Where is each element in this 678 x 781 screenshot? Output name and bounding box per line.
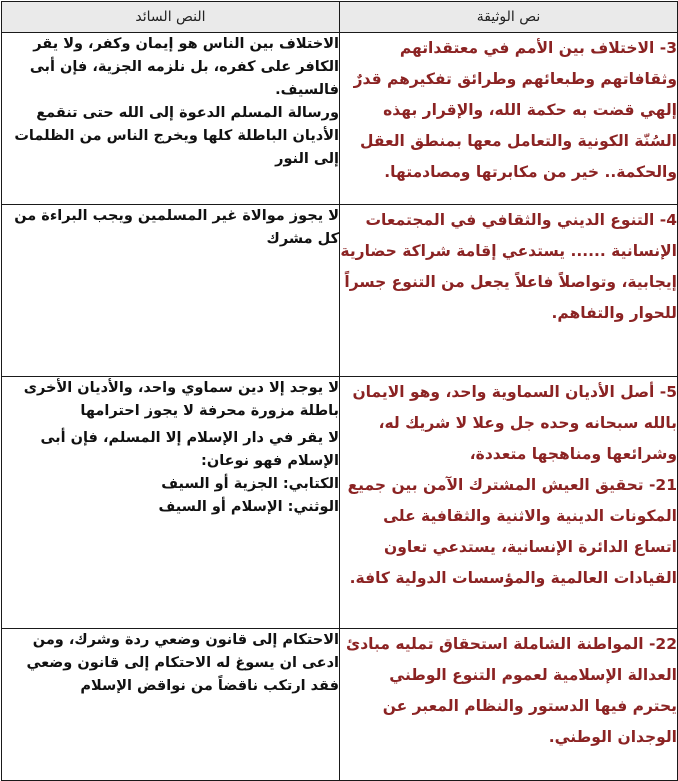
header-prevailing-text: النص السائد: [2, 2, 340, 33]
prevailing-paragraph: الكتابي: الجزية أو السيف: [161, 476, 339, 492]
prevailing-paragraph: الاختلاف بين الناس هو إيمان وكفر، ولا يقر الكافر على كفره، بل نلزمه الجزية، فإن أبى فالسيف.: [29, 36, 339, 98]
document-paragraph: 22- المواطنة الشاملة استحقاق تمليه مبادئ العدالة الإسلامية لعموم التنوع الوطني يحترم فيها الدستور والنظام المعبر عن الوجدان الوطني.: [346, 635, 677, 746]
table-row: [2, 629, 678, 781]
prevailing-paragraph: ورسالة المسلم الدعوة إلى الله حتى تنقمع الأديان الباطلة كلها ويخرج الناس من الظلمات إلى النور: [14, 105, 339, 167]
prevailing-cell: [2, 205, 340, 377]
document-paragraph: 3- الاختلاف بين الأمم في معتقداتهم وثقافاتهم وطبعائهم وطرائق تفكيرهم قدرٌ إلهي قضت به حكمة الله، والإقرار بهذه السُنّة الكونية والتعامل معها بمنطق العقل والحكمة.. خير من مكابرتها ومصادمتها.: [353, 39, 677, 181]
prevailing-paragraph: لا يجوز موالاة غير المسلمين ويجب البراءة من كل مشرك: [14, 208, 339, 247]
document-paragraph: 5- أصل الأديان السماوية واحد، وهو الايمان بالله سبحانه وحده جل وعلا لا شريك له، وشرائعها ومناهجها متعددة،: [352, 383, 677, 463]
document-paragraph: 4- التنوع الديني والثقافي في المجتمعات الإنسانية ...... يستدعي إقامة شراكة حضارية إيجابية، وتواصلاً فاعلاً يجعل من التنوع جسراً للحوار والتفاهم.: [340, 211, 677, 322]
prevailing-cell: [2, 33, 340, 205]
prevailing-paragraph: الوثني: الإسلام أو السيف: [158, 499, 339, 515]
document-cell: [340, 205, 678, 377]
header-document-text: نص الوثيقة: [340, 2, 678, 33]
document-cell: [340, 33, 678, 205]
prevailing-paragraph: الاحتكام إلى قانون وضعي ردة وشرك، ومن ادعى ان يسوغ له الاحتكام إلى قانون وضعي فقد ارتكب ناقضاً من نواقض الإسلام: [26, 632, 339, 694]
prevailing-paragraph: لا يقر في دار الإسلام إلا المسلم، فإن أبى الإسلام فهو نوعان:: [40, 430, 339, 469]
table-row: [2, 205, 678, 377]
comparison-table: [1, 1, 678, 781]
header-row: [2, 2, 678, 33]
prevailing-cell: [2, 629, 340, 781]
document-paragraph: 21- تحقيق العيش المشترك الآمن بين جميع المكونات الدينية والاثنية والثقافية على اتساع الدائرة الإنسانية، يستدعي تعاون القيادات العالمية والمؤسسات الدولية كافة.: [347, 476, 677, 587]
document-cell: [340, 377, 678, 629]
prevailing-cell: [2, 377, 340, 629]
prevailing-paragraph: لا يوجد إلا دين سماوي واحد، والأديان الأخرى باطلة مزورة محرفة لا يجوز احترامها: [23, 380, 339, 419]
table-row: [2, 33, 678, 205]
table-row: [2, 377, 678, 629]
document-cell: [340, 629, 678, 781]
